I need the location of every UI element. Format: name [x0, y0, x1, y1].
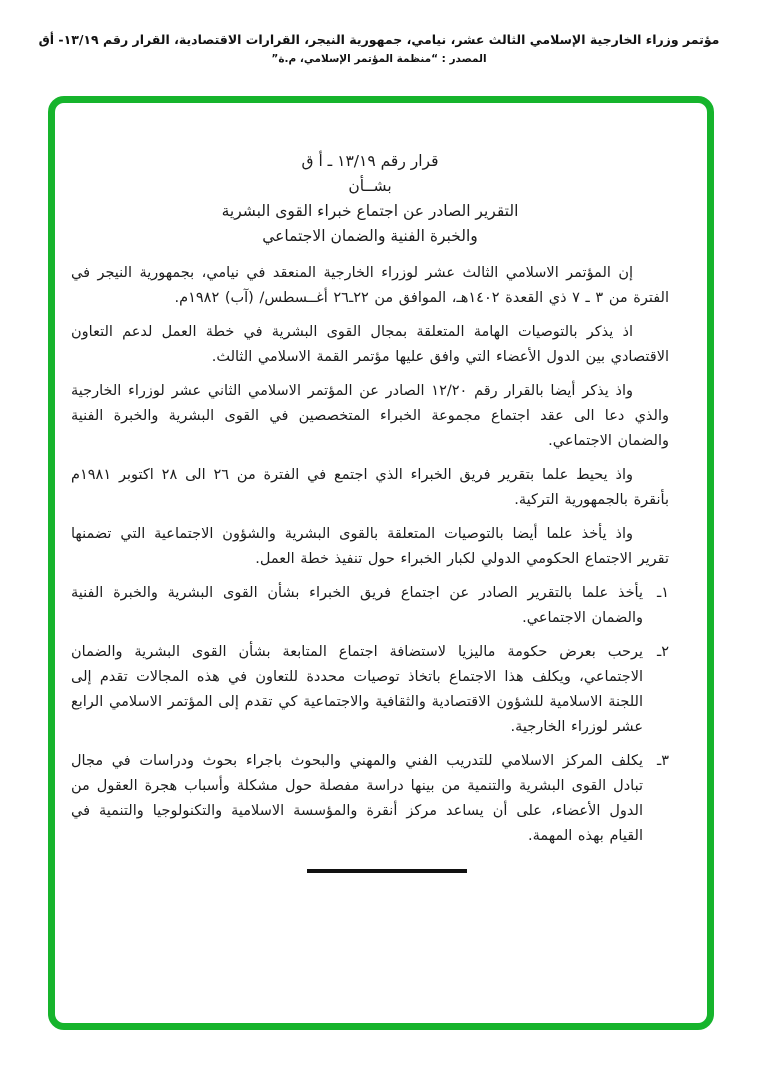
regarding-label: بشــأن: [348, 177, 392, 195]
preamble-paragraph-4: واذ يحيط علما بتقرير فريق الخبراء الذي اجتمع في الفترة من ٢٦ الى ٢٨ اكتوبر ١٩٨١م بأنقرة بالجمهورية التركية.: [71, 467, 669, 508]
subject-line-2: والخبرة الفنية والضمان الاجتماعي: [262, 227, 478, 245]
resolution-number: قرار رقم ١٣/١٩ ـ أ ق: [301, 152, 439, 170]
preamble-paragraph-2: اذ يذكر بالتوصيات الهامة المتعلقة بمجال القوى البشرية في خطة العمل لدعم التعاون الاقتصادي بين الدول الأعضاء التي وافق عليها مؤتمر القمة الاسلامي الثالث.: [71, 324, 669, 365]
item-text-2: يرحب بعرض حكومة ماليزيا لاستضافة اجتماع المتابعة بشأن القوى البشرية والضمان الاجتماعي، ويكلف هذا الاجتماع باتخاذ توصيات محددة للتعاون في هذه المجالات تقدم إلى اللجنة الاسلامية للشؤون الاقتصادية والثقافية والاجتماعية كي تقدم إلى المؤتمر الاسلامي الرابع عشر لوزراء الخارجية.: [71, 644, 643, 735]
document-content: [55, 103, 707, 873]
operative-item-2: [71, 640, 669, 740]
preamble-paragraph-3: واذ يذكر أيضا بالقرار رقم ١٢/٢٠ الصادر عن المؤتمر الاسلامي الثاني عشر لوزراء الخارجية والذي دعا الى عقد اجتماع مجموعة الخبراء المتخصصين في القوى البشرية والخبرة الفنية والضمان الاجتماعي.: [71, 383, 669, 449]
source-line: المصدر : “منظمة المؤتمر الإسلامي، م.ة”: [271, 53, 487, 65]
item-text-1: يأخذ علما بالتقرير الصادر عن اجتماع فريق الخبراء بشأن القوى البشرية والخبرة الفنية والضمان الاجتماعي.: [71, 585, 643, 626]
subject-line-1: التقرير الصادر عن اجتماع خبراء القوى البشرية: [221, 202, 519, 220]
end-rule: [307, 869, 467, 873]
document-frame: [48, 96, 714, 1030]
operative-item-3: [71, 749, 669, 849]
item-text-3: يكلف المركز الاسلامي للتدريب الفني والمهني والبحوث باجراء بحوث ودراسات في مجال تبادل القوى البشرية والتنمية من بينها دراسة مفصلة حول مشكلة وأسباب هجرة العقول من الدول الأعضاء، على أن يساعد مركز أنقرة والمؤسسة الاسلامية والتكنولوجيا والتنمية في القيام بهذه المهمة.: [71, 753, 643, 844]
operative-item-1: [71, 581, 669, 631]
document-title-block: [71, 149, 669, 249]
item-number-2: ٢ـ: [656, 644, 669, 660]
item-number-3: ٣ـ: [656, 753, 669, 769]
preamble-paragraph-1: إن المؤتمر الاسلامي الثالث عشر لوزراء الخارجية المنعقد في نيامي، بجمهورية النيجر في الفترة من ٣ ـ ٧ ذي القعدة ١٤٠٢هـ، الموافق من ٢٢ـ٢٦ أغــسطس/ (آب) ١٩٨٢م.: [71, 265, 669, 306]
item-number-1: ١ـ: [656, 585, 669, 601]
page-header: [0, 30, 758, 67]
document-citation: مؤتمر وزراء الخارجية الإسلامي الثالث عشر، نيامي، جمهورية النيجر، القرارات الاقتصادية، القرار رقم ١٣/١٩- أق: [38, 32, 720, 47]
preamble-paragraph-5: واذ يأخذ علما أيضا بالتوصيات المتعلقة بالقوى البشرية والشؤون الاجتماعية التي تضمنها تقرير الاجتماع الحكومي الدولي لكبار الخبراء حول تنفيذ خطة العمل.: [71, 526, 669, 567]
